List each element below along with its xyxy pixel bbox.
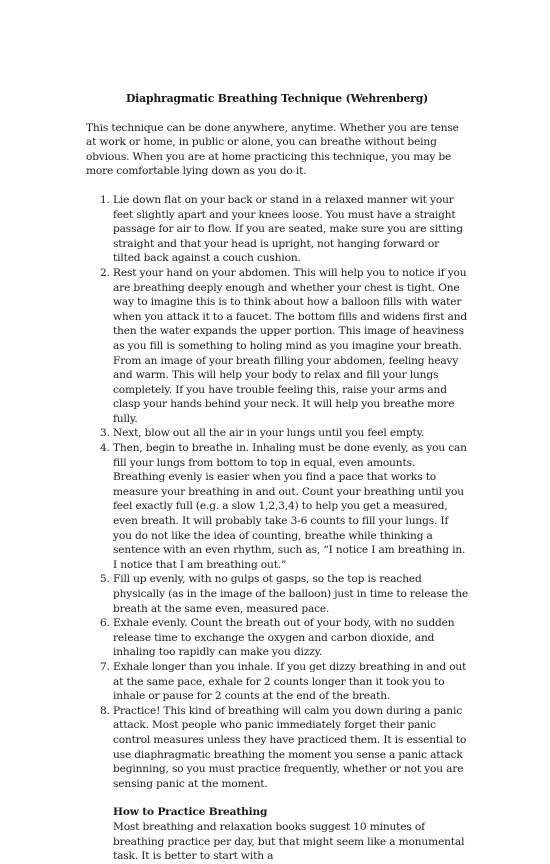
list-item: 3. Next, blow out all the air in your lungs until you feel empty. (113, 426, 468, 441)
list-item: 4. Then, begin to breathe in. Inhaling must be done evenly, as you can fill your lungs from bottom to top in equal, even amounts. Breathing evenly is easier when you find a pace that works to measure your breathing in and out. Count your breathing until you feel exactly full (e.g. a slow 1,2,3,4) to help you get a measured, even breath. It will probably take 3-6 counts to fill your lungs. If you do not like the idea of counting, breathe while thinking a sentence with an even rhythm, such as, “I notice I am breathing in. I notice that I am breathing out.” (113, 441, 468, 572)
list-item: 7. Exhale longer than you inhale. If you get dizzy breathing in and out at the same pace, exhale for 2 counts longer than it took you to inhale or pause for 2 counts at the end of the breath. (113, 660, 468, 704)
document-title: Diaphragmatic Breathing Technique (Wehrenberg) (125, 92, 429, 105)
list-item: 2. Rest your hand on your abdomen. This will help you to notice if you are breathing deeply enough and whether your chest is tight. One way to imagine this is to think about how a balloon fills with water when you attack it to a faucet. The bottom fills and widens first and then the water expands the upper portion. This image of heaviness as you fill is something to holing mind as you imagine your breath. From an image of your breath filling your abdomen, feeling heavy and warm. This will help your body to relax and fill your lungs completely. If you have trouble feeling this, raise your arms and clasp your hands behind your neck. It will help you breathe more fully. (113, 266, 468, 427)
steps-list (86, 193, 468, 791)
section-heading: How to Practice Breathing (113, 806, 268, 819)
list-item: 8. Practice! This kind of breathing will calm you down during a panic attack. Most people who panic immediately forget their panic control measures unless they have practiced them. It is essential to use diaphragmatic breathing the moment you sense a panic attack beginning, so you must practice frequently, whether or not you are sensing panic at the moment. (113, 704, 468, 792)
practice-section (113, 805, 468, 863)
intro-paragraph: This technique can be done anywhere, anytime. Whether you are tense at work or home, in public or alone, you can breathe without being obvious. When you are at home practicing this technique, you may be more comfortable lying down as you do it. (86, 121, 459, 178)
list-item: 6. Exhale evenly. Count the breath out of your body, with no sudden release time to exchange the oxygen and carbon dioxide, and inhaling too rapidly can make you dizzy. (113, 616, 468, 660)
list-item: 1. Lie down flat on your back or stand in a relaxed manner wit your feet slightly apart and your knees loose. You must have a straight passage for air to flow. If you are seated, make sure you are sitting straight and that your head is upright, not hanging forward or tilted back against a couch cushion. (113, 193, 468, 266)
document-page (86, 92, 468, 864)
section-paragraph: Most breathing and relaxation books suggest 10 minutes of breathing practice per day, but that might seem like a monumental task. It is better to start with a (113, 820, 465, 863)
list-item: 5. Fill up evenly, with no gulps ot gasps, so the top is reached physically (as in the image of the balloon) just in time to release the breath at the same even, measured pace. (113, 572, 468, 616)
